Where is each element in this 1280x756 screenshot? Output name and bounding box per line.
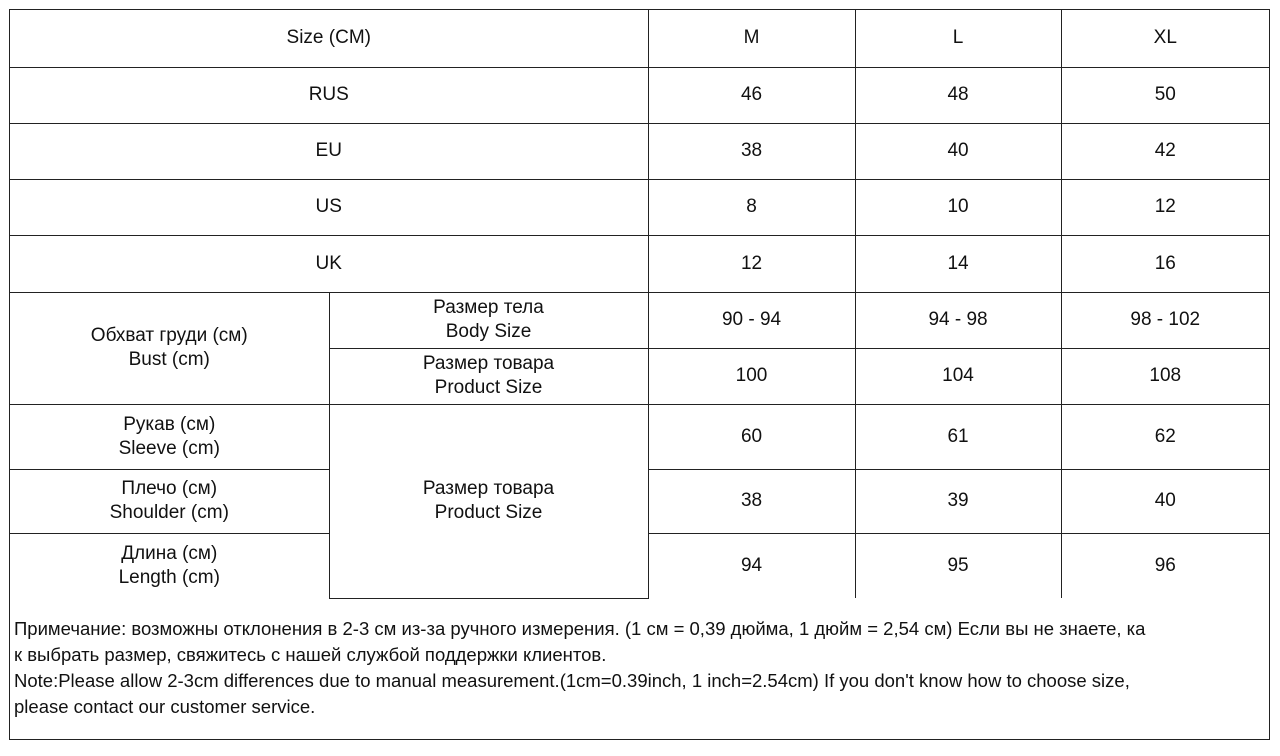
note-ru-line-2: к выбрать размер, свяжитесь с нашей службой поддержки клиентов. — [14, 644, 607, 665]
size-header-label: Size (CM) — [10, 10, 648, 67]
sleeve-label-ru: Рукав (см) — [123, 413, 216, 435]
shoulder-value: 39 — [855, 469, 1061, 533]
length-label-ru: Длина (см) — [121, 542, 218, 564]
conversion-label: RUS — [10, 67, 648, 123]
conversion-value: 50 — [1061, 67, 1269, 123]
conversion-row-eu — [10, 123, 1269, 179]
body-size-label-ru: Размер тела — [433, 297, 544, 318]
conversion-value: 42 — [1061, 123, 1269, 179]
conversion-value: 16 — [1061, 235, 1269, 292]
body-size-value: 98 - 102 — [1061, 292, 1269, 348]
conversion-value: 38 — [648, 123, 855, 179]
note-en-line-2: please contact our customer service. — [14, 696, 316, 717]
body-size-value: 90 - 94 — [648, 292, 855, 348]
sleeve-value: 61 — [855, 404, 1061, 469]
product-size-label — [329, 348, 648, 404]
conversion-value: 8 — [648, 179, 855, 235]
shoulder-label — [10, 469, 329, 533]
conversion-value: 12 — [648, 235, 855, 292]
bust-body-row — [10, 292, 1269, 348]
body-size-label-en: Body Size — [445, 321, 532, 342]
product-group-label — [329, 404, 648, 598]
conversion-value: 40 — [855, 123, 1061, 179]
conversion-value: 48 — [855, 67, 1061, 123]
product-size-value: 104 — [855, 348, 1061, 404]
product-size-value: 108 — [1061, 348, 1269, 404]
product-group-label-ru: Размер товара — [422, 478, 555, 499]
header-row — [10, 10, 1269, 67]
size-header-l: L — [855, 10, 1061, 67]
length-label — [10, 533, 329, 598]
conversion-label: UK — [10, 235, 648, 292]
shoulder-label-en: Shoulder (cm) — [109, 502, 229, 523]
conversion-value: 10 — [855, 179, 1061, 235]
size-header-xl: XL — [1061, 10, 1269, 67]
sleeve-label — [10, 404, 329, 469]
conversion-row-uk — [10, 235, 1269, 292]
bust-label — [10, 292, 329, 404]
conversion-row-us — [10, 179, 1269, 235]
sleeve-value: 62 — [1061, 404, 1269, 469]
sleeve-row — [10, 404, 1269, 469]
conversion-value: 12 — [1061, 179, 1269, 235]
length-value: 94 — [648, 533, 855, 598]
measurement-note — [14, 616, 1266, 720]
size-chart — [9, 9, 1270, 740]
product-size-value: 100 — [648, 348, 855, 404]
shoulder-value: 38 — [648, 469, 855, 533]
body-size-value: 94 - 98 — [855, 292, 1061, 348]
length-value: 95 — [855, 533, 1061, 598]
size-table — [10, 10, 1269, 599]
length-label-en: Length (cm) — [118, 566, 220, 588]
size-header-m: M — [648, 10, 855, 67]
conversion-value: 14 — [855, 235, 1061, 292]
shoulder-label-ru: Плечо (см) — [121, 478, 218, 499]
conversion-row-rus — [10, 67, 1269, 123]
sleeve-value: 60 — [648, 404, 855, 469]
note-en-line-1: Note:Please allow 2-3cm differences due to manual measurement.(1cm=0.39inch, 1 inch=2.54cm) If you don't know how to choose size, — [14, 670, 1130, 691]
conversion-value: 46 — [648, 67, 855, 123]
length-value: 96 — [1061, 533, 1269, 598]
conversion-label: EU — [10, 123, 648, 179]
product-size-label-en: Product Size — [434, 377, 543, 398]
sleeve-label-en: Sleeve (cm) — [118, 437, 220, 459]
conversion-label: US — [10, 179, 648, 235]
shoulder-value: 40 — [1061, 469, 1269, 533]
bust-label-en: Bust (cm) — [128, 349, 210, 370]
body-size-label — [329, 292, 648, 348]
product-group-label-en: Product Size — [434, 502, 543, 523]
product-size-label-ru: Размер товара — [422, 353, 555, 374]
bust-label-ru: Обхват груди (см) — [90, 325, 248, 346]
note-ru-line-1: Примечание: возможны отклонения в 2-3 см из-за ручного измерения. (1 см = 0,39 дюйма, 1 дюйм = 2,54 см) Если вы не знаете, ка — [14, 618, 1146, 639]
